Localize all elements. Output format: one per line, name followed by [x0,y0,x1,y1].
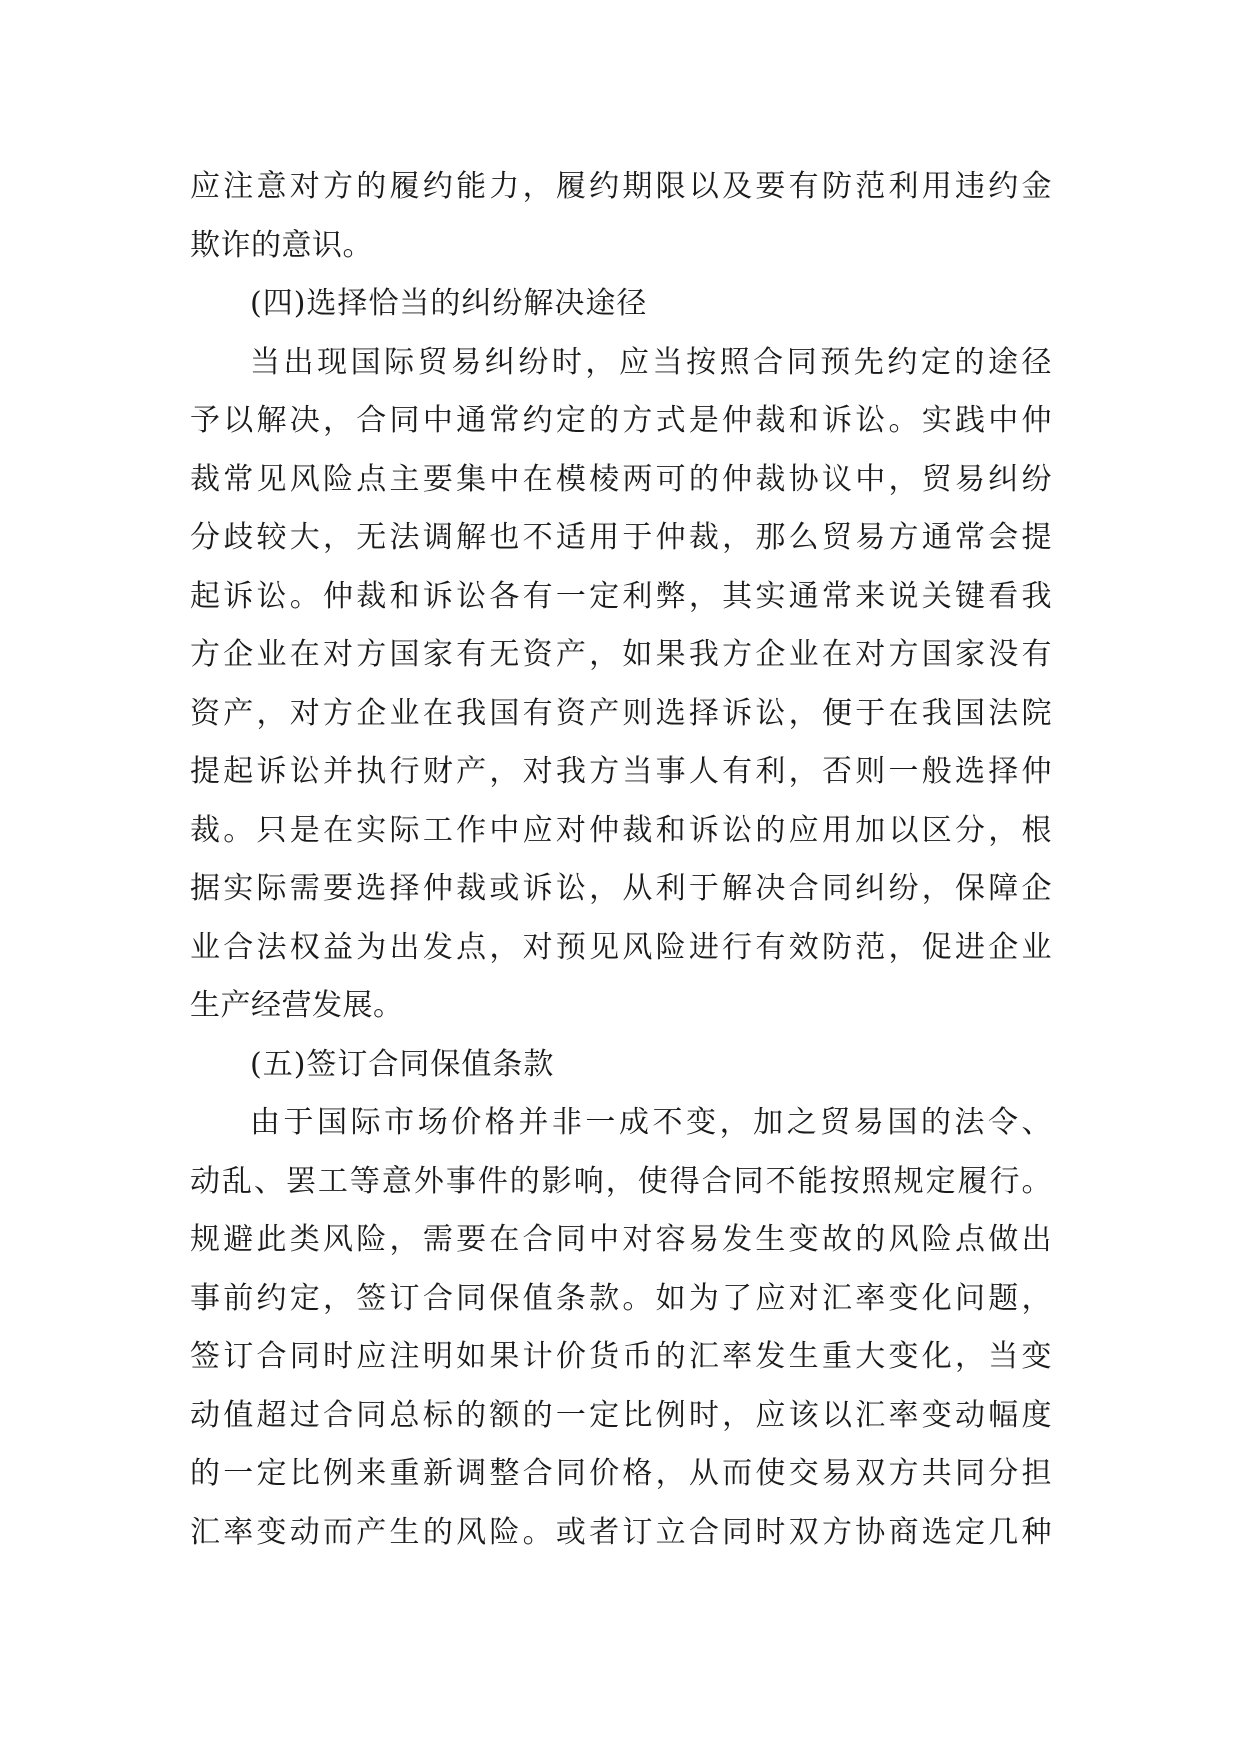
text-line: 起诉讼。仲裁和诉讼各有一定利弊，其实通常来说关键看我 [190,578,1052,614]
text-line: 动值超过合同总标的额的一定比例时，应该以汇率变动幅度 [190,1397,1052,1433]
section-heading-5: (五)签订合同保值条款 [250,1046,555,1082]
text-line: 分歧较大，无法调解也不适用于仲裁，那么贸易方通常会提 [190,520,1052,555]
text-line: 予以解决，合同中通常约定的方式是仲裁和诉讼。实践中仲 [190,403,1052,438]
text-line: 动乱、罢工等意外事件的影响，使得合同不能按照规定履行。 [190,1163,1052,1199]
text-line: 汇率变动而产生的风险。或者订立合同时双方协商选定几种 [190,1514,1052,1550]
text-line: 应注意对方的履约能力，履约期限以及要有防范利用违约金 [190,169,1052,204]
text-line: 生产经营发展。 [190,988,404,1023]
body-text [190,158,1052,1562]
text-line: 方企业在对方国家有无资产，如果我方企业在对方国家没有 [190,637,1052,672]
text-line: 裁。只是在实际工作中应对仲裁和诉讼的应用加以区分，根 [190,812,1052,848]
text-line: 欺诈的意识。 [190,227,373,263]
text-line: 资产，对方企业在我国有资产则选择诉讼，便于在我国法院 [190,695,1052,731]
text-line: 签订合同时应注明如果计价货币的汇率发生重大变化，当变 [190,1339,1052,1374]
section-heading-4: (四)选择恰当的纠纷解决途径 [250,286,648,321]
text-line: 据实际需要选择仲裁或诉讼，从利于解决合同纠纷，保障企 [190,871,1052,906]
paragraph-first-line: 由于国际市场价格并非一成不变，加之贸易国的法令、 [250,1105,1052,1140]
paragraph-first-line: 当出现国际贸易纠纷时，应当按照合同预先约定的途径 [250,344,1052,380]
text-line: 裁常见风险点主要集中在模棱两可的仲裁协议中，贸易纠纷 [190,461,1052,497]
text-line: 事前约定，签订合同保值条款。如为了应对汇率变化问题， [190,1280,1052,1316]
text-line: 规避此类风险，需要在合同中对容易发生变故的风险点做出 [190,1222,1052,1257]
text-line: 提起诉讼并执行财产，对我方当事人有利，否则一般选择仲 [190,754,1052,789]
text-line: 的一定比例来重新调整合同价格，从而使交易双方共同分担 [190,1456,1052,1491]
text-line: 业合法权益为出发点，对预见风险进行有效防范，促进企业 [190,929,1052,965]
